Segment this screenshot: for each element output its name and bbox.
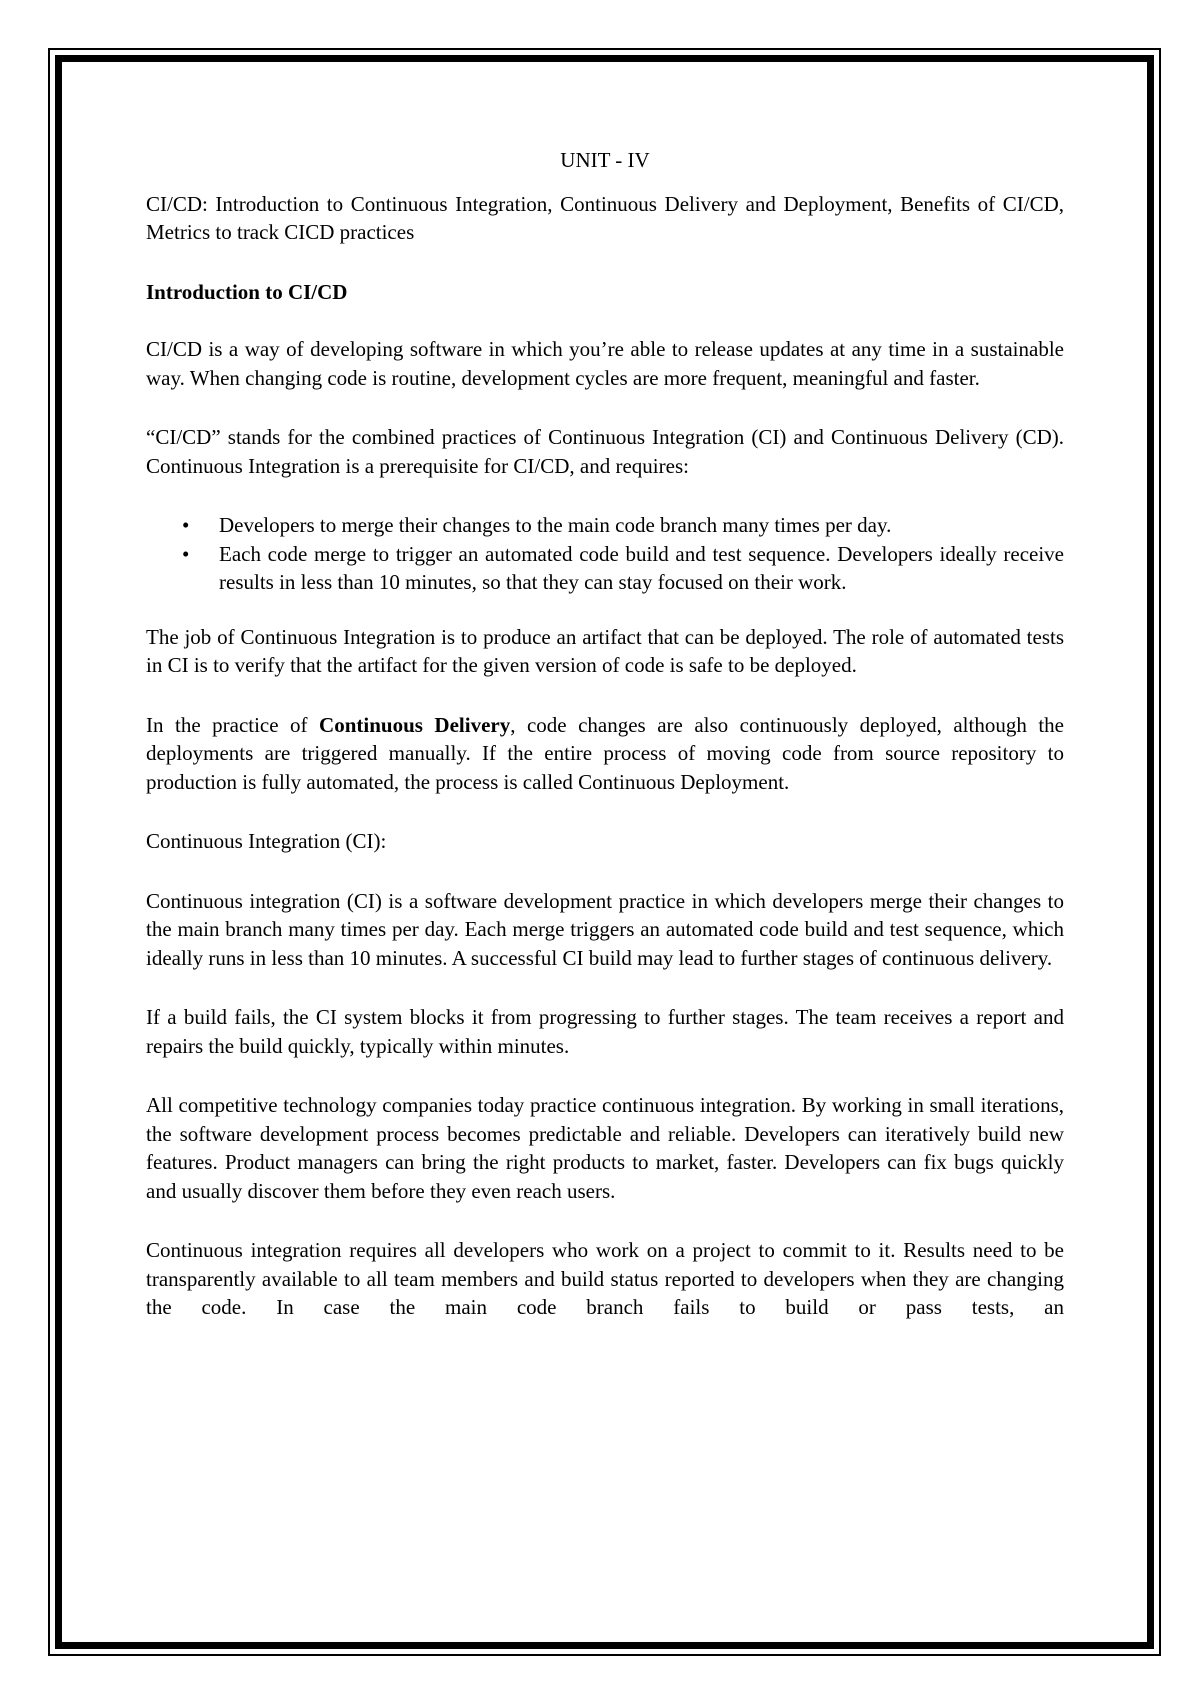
competitive-companies-paragraph: All competitive technology companies today practice continuous integration. By working in small iterations, the software development process becomes predictable and reliable. Developers can iteratively build new features. Product managers can bring the right products to market, faster. Developers can fix bugs quickly and usually discover them before they even reach users. <box>146 1093 1064 1203</box>
ci-section-heading: Continuous Integration (CI): <box>146 829 387 853</box>
cd-bold-term: Continuous Delivery <box>319 712 511 737</box>
continuous-delivery-paragraph <box>146 711 1064 797</box>
list-item: • Developers to merge their changes to the main code branch many times per day. <box>146 511 1064 540</box>
ci-job-paragraph: The job of Continuous Integration is to produce an artifact that can be deployed. The role of automated tests in CI is to verify that the artifact for the given version of code is safe to be deployed. <box>146 624 1064 677</box>
document-body <box>146 146 1064 1322</box>
ci-definition-paragraph: Continuous integration (CI) is a software development practice in which developers merge their changes to the main branch many times per day. Each merge triggers an automated code build and test sequence, which ideally runs in less than 10 minutes. A successful CI build may lead to further stages of continuous delivery. <box>146 888 1064 970</box>
intro-heading: Introduction to CI/CD <box>146 279 348 304</box>
ci-commitment-paragraph: Continuous integration requires all developers who work on a project to commit to it. Results need to be transparently available to all team members and build status reported to developers when they are changing the code. In case the main code branch fails to build or pass tests, an <box>146 1238 1064 1319</box>
list-item: • Each code merge to trigger an automated code build and test sequence. Developers ideally receive results in less than 10 minutes, so that they can stay focused on their work. <box>146 540 1064 597</box>
build-failure-paragraph: If a build fails, the CI system blocks it from progressing to further stages. The team receives a report and repairs the build quickly, typically within minutes. <box>146 1005 1064 1058</box>
unit-title: UNIT - IV <box>560 148 650 172</box>
syllabus-paragraph: CI/CD: Introduction to Continuous Integration, Continuous Delivery and Deployment, Benefits of CI/CD, Metrics to track CICD practices <box>146 191 1064 244</box>
cd-prefix-text: In the practice of <box>146 712 320 737</box>
cicd-definition-paragraph: “CI/CD” stands for the combined practices of Continuous Integration (CI) and Continuous Delivery (CD). Continuous Integration is a prerequisite for CI/CD, and requires: <box>146 425 1064 478</box>
cd-suffix-text: , code changes are also continuously deployed, although the deployments are triggered manually. If the entire process of moving code from source repository to production is fully automated, the process is called Continuous Deployment. <box>146 712 1064 794</box>
intro-paragraph: CI/CD is a way of developing software in which you’re able to release updates at any time in a sustainable way. When changing code is routine, development cycles are more frequent, meaningful and faster. <box>146 337 1064 390</box>
ci-requirements-list <box>146 511 1064 597</box>
